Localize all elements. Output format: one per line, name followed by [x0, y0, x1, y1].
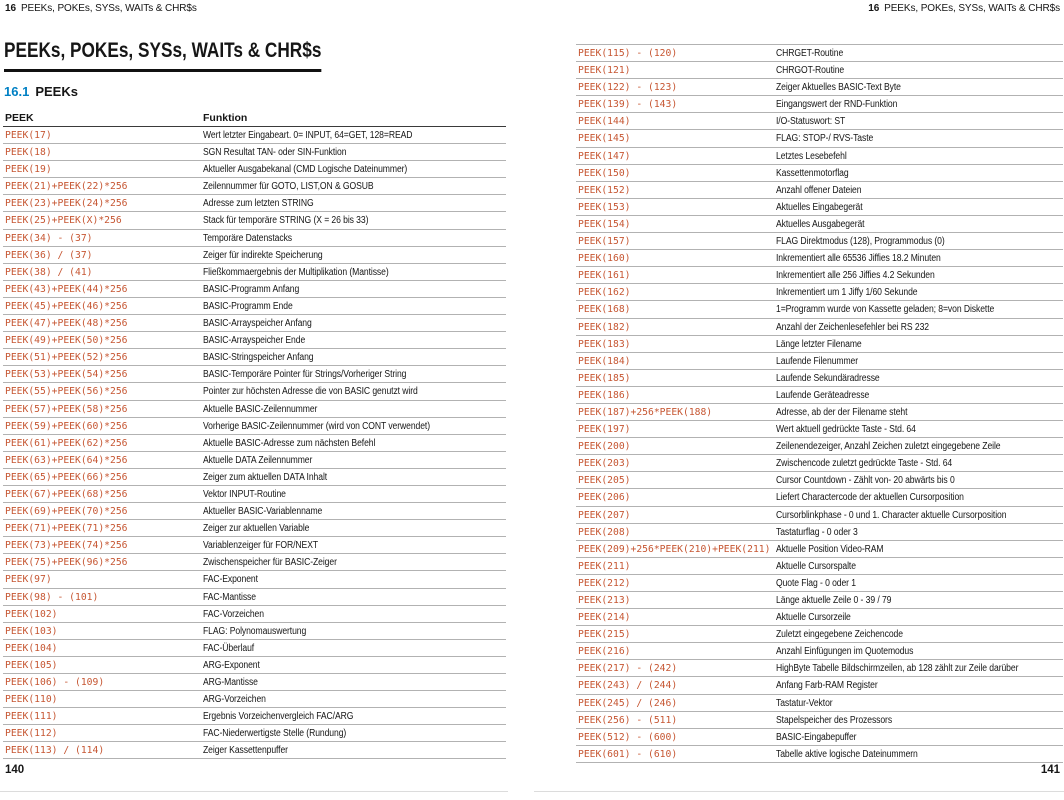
peek-function: CHRGET-Routine: [776, 48, 844, 59]
table-row: [576, 438, 1063, 455]
peek-code: PEEK(200): [578, 441, 631, 453]
peek-function: Zeiger zur aktuellen Variable: [203, 523, 310, 535]
peek-function: CHRGOT-Routine: [776, 65, 845, 77]
peek-code: PEEK(216): [578, 646, 631, 658]
peek-function: FLAG Direktmodus (128), Programmodus (0): [776, 236, 945, 248]
peek-function: BASIC-Temporäre Pointer für Strings/Vorheriger String: [203, 369, 407, 381]
peek-code: PEEK(256) - (511): [578, 714, 678, 726]
peek-code: PEEK(47)+PEEK(48)*256: [5, 318, 128, 330]
peek-code: PEEK(153): [578, 201, 631, 213]
table-row: [576, 643, 1063, 660]
table-row: [576, 558, 1063, 575]
peek-code: PEEK(67)+PEEK(68)*256: [5, 488, 128, 500]
peek-code: PEEK(110): [5, 694, 58, 706]
peek-code: PEEK(214): [578, 612, 631, 624]
peek-function: Laufende Geräteadresse: [776, 389, 870, 401]
peek-function: Aktuelle BASIC-Adresse zum nächsten Befehl: [203, 437, 376, 449]
peek-code: PEEK(18): [5, 147, 52, 159]
peek-code: PEEK(207): [578, 509, 631, 521]
peek-code: PEEK(111): [5, 711, 58, 723]
peek-function: FAC-Überlauf: [203, 642, 255, 654]
peek-function: Aktuelles Ausgabegerät: [776, 218, 865, 230]
column-header-funktion: Funktion: [203, 112, 248, 124]
table-row: [3, 435, 506, 452]
table-row: [576, 472, 1063, 489]
table-row: [3, 589, 506, 606]
peek-code: PEEK(25)+PEEK(X)*256: [5, 215, 122, 227]
peek-function: Vektor INPUT-Routine: [203, 488, 286, 500]
table-row: [576, 199, 1063, 216]
peek-code: PEEK(157): [578, 236, 631, 248]
peek-code: PEEK(154): [578, 218, 631, 230]
table-row: [576, 609, 1063, 626]
table-row: [3, 230, 506, 247]
peek-code: PEEK(53)+PEEK(54)*256: [5, 369, 128, 381]
table-row: [3, 503, 506, 520]
peek-function: Zwischenspeicher für BASIC-Zeiger: [203, 557, 337, 569]
peek-function: 1=Programm wurde von Kassette geladen; 8=von Diskette: [776, 304, 995, 316]
peek-code: PEEK(168): [578, 304, 631, 316]
peek-code: PEEK(187)+256*PEEK(188): [578, 406, 713, 418]
table-row: [576, 45, 1063, 62]
peek-code: PEEK(215): [578, 629, 631, 641]
peek-code: PEEK(23)+PEEK(24)*256: [5, 198, 128, 210]
peek-code: PEEK(601) - (610): [578, 748, 678, 760]
peek-function: Adresse zum letzten STRING: [203, 198, 314, 210]
peek-function: BASIC-Arrayspeicher Ende: [203, 335, 306, 347]
table-row: [576, 148, 1063, 165]
peek-function: Ergebnis Vorzeichenvergleich FAC/ARG: [203, 711, 354, 723]
table-row: [3, 469, 506, 486]
peek-function: Anfang Farb-RAM Register: [776, 680, 878, 692]
table-row: [576, 250, 1063, 267]
peek-code: PEEK(512) - (600): [578, 731, 678, 743]
peek-code: PEEK(162): [578, 287, 631, 299]
peek-function: FAC-Exponent: [203, 574, 258, 586]
table-row: [3, 452, 506, 469]
peek-code: PEEK(102): [5, 608, 58, 620]
peek-code: PEEK(184): [578, 355, 631, 367]
table-row: [576, 746, 1063, 763]
peek-function: SGN Resultat TAN- oder SIN-Funktion: [203, 147, 347, 159]
peek-code: PEEK(98) - (101): [5, 591, 99, 603]
peek-function: Stapelspeicher des Prozessors: [776, 714, 893, 726]
peek-code: PEEK(209)+256*PEEK(210)+PEEK(211): [578, 543, 771, 555]
peek-function: Zuletzt eingegebene Zeichencode: [776, 629, 903, 641]
peek-function: Aktueller Ausgabekanal (CMD Logische Dateinummer): [203, 164, 408, 176]
peek-code: PEEK(65)+PEEK(66)*256: [5, 471, 128, 483]
peek-code: PEEK(121): [578, 65, 631, 77]
table-row: [576, 455, 1063, 472]
peek-code: PEEK(182): [578, 321, 631, 333]
table-row: [3, 640, 506, 657]
table-row: [3, 144, 506, 161]
table-row: [576, 575, 1063, 592]
table-body-right: [576, 44, 1063, 763]
table-row: [3, 554, 506, 571]
peek-function: Tastaturflag - 0 oder 3: [776, 526, 858, 538]
peek-code: PEEK(206): [578, 492, 631, 504]
peek-function: Aktuelle Cursorzeile: [776, 612, 851, 624]
chapter-number: 16: [5, 3, 16, 14]
peek-code: PEEK(69)+PEEK(70)*256: [5, 506, 128, 518]
table-row: [576, 113, 1063, 130]
table-row: [3, 657, 506, 674]
peek-code: PEEK(139) - (143): [578, 99, 678, 111]
peek-function: Zeiger für indirekte Speicherung: [203, 249, 323, 261]
peek-table-right: [576, 44, 1063, 763]
peek-function: Adresse, ab der der Filename steht: [776, 406, 908, 418]
peek-code: PEEK(34) - (37): [5, 232, 93, 244]
peek-function: Anzahl der Zeichenlesefehler bei RS 232: [776, 321, 929, 333]
peek-code: PEEK(243) / (244): [578, 680, 678, 692]
table-row: [576, 216, 1063, 233]
peek-code: PEEK(97): [5, 574, 52, 586]
peek-code: PEEK(203): [578, 458, 631, 470]
table-row: [576, 233, 1063, 250]
table-row: [576, 96, 1063, 113]
peek-function: Vorherige BASIC-Zeilennummer (wird von CONT verwendet): [203, 420, 431, 432]
peek-function: BASIC-Programm Anfang: [203, 283, 300, 295]
peek-code: PEEK(152): [578, 184, 631, 196]
table-row: [576, 165, 1063, 182]
running-head-right: [868, 3, 1060, 14]
peek-function: Laufende Sekundäradresse: [776, 372, 880, 384]
peek-function: Zeiger Kassettenpuffer: [203, 745, 288, 757]
peek-function: Aktuelle Cursorspalte: [776, 560, 856, 572]
table-row: [3, 281, 506, 298]
peek-function: ARG-Exponent: [203, 659, 260, 671]
table-body-left: [3, 127, 506, 759]
page-bottom-edge-left: [0, 791, 508, 792]
peek-code: PEEK(57)+PEEK(58)*256: [5, 403, 128, 415]
peek-code: PEEK(21)+PEEK(22)*256: [5, 181, 128, 193]
peek-code: PEEK(36) / (37): [5, 249, 93, 261]
peek-function: Aktuelle DATA Zeilennummer: [203, 454, 313, 466]
table-row: [576, 370, 1063, 387]
peek-function: Quote Flag - 0 oder 1: [776, 577, 856, 589]
section-number: 16.1: [4, 84, 30, 99]
peek-code: PEEK(197): [578, 424, 631, 436]
peek-function: Inkrementiert alle 256 Jiffies 4.2 Sekunden: [776, 270, 935, 282]
peek-code: PEEK(71)+PEEK(71)*256: [5, 523, 128, 535]
chapter-title: PEEKs, POKEs, SYSs, WAITs & CHR$s: [20, 3, 197, 14]
table-header: [3, 109, 506, 127]
table-row: [576, 353, 1063, 370]
peek-function: FLAG: Polynomauswertung: [203, 625, 307, 637]
peek-code: PEEK(59)+PEEK(60)*256: [5, 420, 128, 432]
peek-function: Zeiger zum aktuellen DATA Inhalt: [203, 471, 328, 483]
peek-function: Wert letzter Eingabeart. 0= INPUT, 64=GET, 128=READ: [203, 130, 413, 141]
peek-code: PEEK(112): [5, 728, 58, 740]
section-name: PEEKs: [35, 84, 78, 99]
peek-function: FAC-Vorzeichen: [203, 608, 264, 620]
table-row: [576, 592, 1063, 609]
table-row: [3, 520, 506, 537]
peek-function: Länge letzter Filename: [776, 338, 862, 350]
table-row: [3, 708, 506, 725]
peek-function: Stack für temporäre STRING (X = 26 bis 33): [203, 215, 369, 227]
chapter-number: 16: [868, 3, 880, 14]
peek-code: PEEK(73)+PEEK(74)*256: [5, 540, 128, 552]
peek-code: PEEK(205): [578, 475, 631, 487]
table-row: [3, 674, 506, 691]
page-bottom-edge-right: [534, 791, 1064, 792]
peek-function: Wert aktuell gedrückte Taste - Std. 64: [776, 424, 916, 436]
table-row: [3, 691, 506, 708]
peek-code: PEEK(161): [578, 270, 631, 282]
table-row: [576, 267, 1063, 284]
peek-function: Tabelle aktive logische Dateinummern: [776, 748, 918, 760]
table-row: [3, 486, 506, 503]
peek-code: PEEK(208): [578, 526, 631, 538]
peek-code: PEEK(245) / (246): [578, 697, 678, 709]
peek-code: PEEK(183): [578, 338, 631, 350]
section-heading: [4, 84, 78, 99]
peek-code: PEEK(103): [5, 625, 58, 637]
table-row: [576, 130, 1063, 147]
table-row: [3, 298, 506, 315]
page-title: PEEKs, POKEs, SYSs, WAITs & CHR$s: [4, 38, 321, 72]
peek-function: Pointer zur höchsten Adresse die von BASIC genutzt wird: [203, 386, 418, 398]
column-header-peek: PEEK: [5, 112, 34, 124]
table-row: [3, 247, 506, 264]
peek-code: PEEK(186): [578, 389, 631, 401]
peek-function: Zeiger Aktuelles BASIC-Text Byte: [776, 82, 901, 94]
table-row: [3, 623, 506, 640]
peek-code: PEEK(122) - (123): [578, 82, 678, 94]
table-row: [3, 195, 506, 212]
peek-function: Zeilennummer für GOTO, LIST,ON & GOSUB: [203, 181, 374, 193]
table-row: [3, 571, 506, 588]
peek-function: Zwischencode zuletzt gedrückte Taste - Std. 64: [776, 458, 953, 470]
peek-function: BASIC-Arrayspeicher Anfang: [203, 318, 312, 330]
table-row: [3, 315, 506, 332]
peek-function: Anzahl offener Dateien: [776, 184, 862, 196]
table-row: [576, 489, 1063, 506]
peek-function: FLAG: STOP-/ RVS-Taste: [776, 133, 874, 145]
table-row: [576, 695, 1063, 712]
table-row: [576, 79, 1063, 96]
peek-function: Fließkommaergebnis der Multiplikation (Mantisse): [203, 266, 389, 278]
peek-code: PEEK(211): [578, 560, 631, 572]
table-row: [3, 212, 506, 229]
peek-code: PEEK(115) - (120): [578, 48, 678, 59]
table-row: [576, 62, 1063, 79]
table-row: [3, 383, 506, 400]
peek-code: PEEK(51)+PEEK(52)*256: [5, 352, 128, 364]
table-row: [576, 626, 1063, 643]
peek-code: PEEK(185): [578, 372, 631, 384]
peek-function: ARG-Mantisse: [203, 677, 258, 688]
peek-code: PEEK(104): [5, 642, 58, 654]
peek-code: PEEK(145): [578, 133, 631, 145]
peek-function: BASIC-Eingabepuffer: [776, 731, 857, 743]
peek-code: PEEK(105): [5, 659, 58, 671]
peek-function: BASIC-Stringspeicher Anfang: [203, 352, 314, 364]
running-head-left: [5, 3, 197, 14]
table-row: [576, 729, 1063, 746]
page-number-left: 140: [5, 764, 25, 776]
table-row: [576, 507, 1063, 524]
peek-code: PEEK(49)+PEEK(50)*256: [5, 335, 128, 347]
peek-code: PEEK(160): [578, 253, 631, 265]
table-row: [576, 284, 1063, 301]
table-row: [3, 366, 506, 383]
peek-code: PEEK(150): [578, 167, 631, 179]
peek-function: Anzahl Einfügungen im Quotemodus: [776, 646, 914, 658]
peek-function: Eingangswert der RND-Funktion: [776, 99, 898, 111]
peek-function: Cursor Countdown - Zählt von- 20 abwärts bis 0: [776, 475, 955, 487]
peek-code: PEEK(17): [5, 130, 52, 141]
table-row: [576, 524, 1063, 541]
peek-function: ARG-Vorzeichen: [203, 694, 266, 706]
peek-function: Aktuelles Eingabegerät: [776, 201, 863, 213]
peek-code: PEEK(63)+PEEK(64)*256: [5, 454, 128, 466]
peek-function: BASIC-Programm Ende: [203, 300, 293, 312]
peek-function: Tastatur-Vektor: [776, 697, 833, 709]
peek-code: PEEK(43)+PEEK(44)*256: [5, 283, 128, 295]
table-row: [576, 336, 1063, 353]
peek-function: Variablenzeiger für FOR/NEXT: [203, 540, 319, 552]
peek-function: FAC-Mantisse: [203, 591, 256, 603]
peek-code: PEEK(217) - (242): [578, 663, 678, 675]
peek-function: Aktuelle BASIC-Zeilennummer: [203, 403, 318, 415]
peek-code: PEEK(213): [578, 595, 631, 606]
peek-code: PEEK(106) - (109): [5, 677, 105, 688]
table-row: [3, 264, 506, 281]
page-number-right: 141: [1040, 764, 1060, 776]
table-row: [576, 541, 1063, 558]
peek-function: Letztes Lesebefehl: [776, 150, 847, 162]
peek-function: Aktuelle Position Video-RAM: [776, 543, 884, 555]
table-row: [576, 387, 1063, 404]
peek-function: Cursorblinkphase - 0 und 1. Character aktuelle Cursorposition: [776, 509, 1007, 521]
table-row: [3, 332, 506, 349]
peek-code: PEEK(61)+PEEK(62)*256: [5, 437, 128, 449]
peek-function: Temporäre Datenstacks: [203, 232, 293, 244]
table-row: [576, 712, 1063, 729]
peek-function: Inkrementiert um 1 Jiffy 1/60 Sekunde: [776, 287, 918, 299]
peek-function: HighByte Tabelle Bildschirmzeilen, ab 128 zählt zur Zeile darüber: [776, 663, 1019, 675]
table-row: [3, 725, 506, 742]
peek-function: Zeilenendezeiger, Anzahl Zeichen zuletzt eingegebene Zeile: [776, 441, 1001, 453]
table-row: [576, 319, 1063, 336]
peek-code: PEEK(147): [578, 150, 631, 162]
peek-code: PEEK(45)+PEEK(46)*256: [5, 300, 128, 312]
peek-function: Aktueller BASIC-Variablenname: [203, 506, 323, 518]
peek-table-left: [3, 109, 506, 759]
table-row: [3, 401, 506, 418]
peek-function: Kassettenmotorflag: [776, 167, 849, 179]
table-row: [3, 161, 506, 178]
table-row: [576, 660, 1063, 677]
peek-function: Liefert Charactercode der aktuellen Cursorposition: [776, 492, 964, 504]
peek-function: Inkrementiert alle 65536 Jiffies 18.2 Minuten: [776, 253, 941, 265]
table-row: [3, 178, 506, 195]
table-row: [3, 606, 506, 623]
chapter-title: PEEKs, POKEs, SYSs, WAITs & CHR$s: [884, 3, 1060, 14]
table-row: [576, 421, 1063, 438]
peek-function: I/O-Statuswort: ST: [776, 116, 846, 128]
peek-code: PEEK(113) / (114): [5, 745, 105, 757]
table-row: [3, 742, 506, 759]
table-row: [576, 404, 1063, 421]
table-row: [3, 349, 506, 366]
peek-code: PEEK(19): [5, 164, 52, 176]
peek-function: Länge aktuelle Zeile 0 - 39 / 79: [776, 595, 892, 606]
peek-code: PEEK(75)+PEEK(96)*256: [5, 557, 128, 569]
peek-code: PEEK(38) / (41): [5, 266, 93, 278]
table-row: [576, 677, 1063, 694]
peek-function: FAC-Niederwertigste Stelle (Rundung): [203, 728, 347, 740]
table-row: [576, 301, 1063, 318]
peek-function: Laufende Filenummer: [776, 355, 859, 367]
peek-code: PEEK(144): [578, 116, 631, 128]
table-row: [3, 537, 506, 554]
table-row: [3, 127, 506, 144]
peek-code: PEEK(55)+PEEK(56)*256: [5, 386, 128, 398]
table-row: [576, 182, 1063, 199]
table-row: [3, 418, 506, 435]
peek-code: PEEK(212): [578, 577, 631, 589]
